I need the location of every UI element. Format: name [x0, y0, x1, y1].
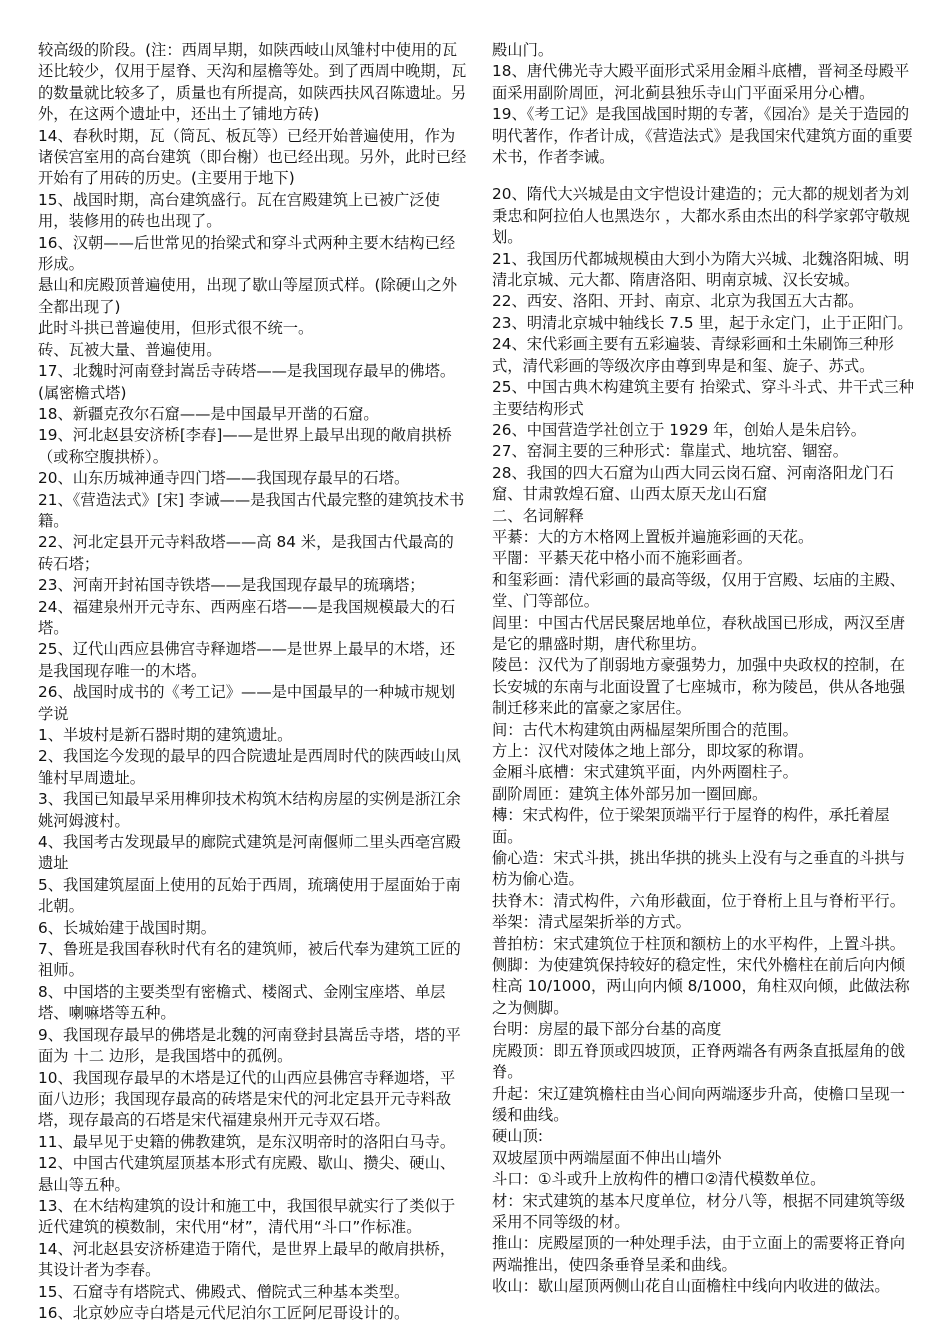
paragraph: 24、福建泉州开元寺东、西两座石塔——是我国规模最大的石塔。 — [38, 597, 456, 637]
paragraph: 槫：宋式构件，位于梁架顶端平行于屋脊的构件，承托着屋面。 — [492, 806, 890, 846]
paragraph: 5、我国建筑屋面上使用的瓦始于西周，琉璃使用于屋面始于南北朝。 — [38, 875, 461, 916]
paragraph: 6、长城始建于战国时期。 — [38, 918, 216, 937]
paragraph: 3、我国已知最早采用榫卯技术构筑木结构房屋的实例是浙江余姚河姆渡村。 — [38, 790, 461, 830]
paragraph: 8、中国塔的主要类型有密檐式、楼阁式、金刚宝座塔、单层塔、喇嘛塔等五种。 — [38, 982, 446, 1023]
paragraph: 22、西安、洛阳、开封、南京、北京为我国五大古都。 — [492, 292, 864, 311]
paragraph: 7、鲁班是我国春秋时代有名的建筑师，被后代奉为建筑工匠的祖师。 — [38, 940, 461, 980]
paragraph: 平闇：平綦天花中格小而不施彩画者。 — [492, 549, 753, 568]
paragraph: 普拍枋：宋式建筑位于柱顶和额枋上的水平构件，上置斗拱。 — [492, 934, 906, 953]
paragraph: 28、我国的四大石窟为山西大同云岗石窟、河南洛阳龙门石窟、甘肃敦煌石窟、山西太原天龙山石窟 — [492, 463, 894, 504]
paragraph: 19、《考工记》是我国战国时期的专著，《园冶》是关于造园的明代著作，作者计成，《营造法式》是我国宋代建筑方面的重要术书，作者李诫。 — [492, 105, 913, 167]
paragraph: 金厢斗底槽：宋式建筑平面，内外两圈柱子。 — [492, 763, 798, 782]
paragraph: 平綦：大的方木格网上置板并遍施彩画的天花。 — [492, 527, 814, 546]
paragraph: 4、我国考古发现最早的廊院式建筑是河南偃师二里头西亳宫殿遗址 — [38, 833, 461, 873]
paragraph: 21、我国历代都城规模由大到小为隋大兴城、北魏洛阳城、明清北京城、元大都、隋唐洛阳、明南京城、汉长安城。 — [492, 249, 910, 290]
paragraph: 2、我国迄今发现的最早的四合院遗址是西周时代的陕西岐山凤雏村早周遗址。 — [38, 747, 461, 787]
paragraph: 砖、瓦被大量、普遍使用。 — [38, 340, 222, 359]
paragraph: 9、我国现存最早的佛塔是北魏的河南登封县嵩岳寺塔，塔的平面为 十二 边形，是我国塔中的孤例。 — [38, 1025, 461, 1066]
paragraph: 16、汉朝——后世常见的抬梁式和穿斗式两种主要木结构已经形成。 — [38, 233, 456, 274]
left-column — [38, 40, 468, 1324]
paragraph: 26、中国营造学社创立于 1929 年，创始人是朱启钤。 — [492, 420, 867, 439]
paragraph-spacer — [492, 168, 917, 184]
paragraph: 27、窑洞主要的三种形式：靠崖式、地坑窑、锢窑。 — [492, 442, 848, 461]
paragraph: 12、中国古代建筑屋顶基本形式有庑殿、歇山、攒尖、硬山、悬山等五种。 — [38, 1154, 456, 1194]
paragraph: 此时斗拱已普遍使用，但形式很不统一。 — [38, 319, 314, 338]
paragraph: 1、半坡村是新石器时期的建筑遗址。 — [38, 726, 293, 744]
paragraph: 双坡屋顶中两端屋面不伸出山墙外 — [492, 1148, 722, 1167]
paragraph: 推山：庑殿屋顶的一种处理手法，由于立面上的需要将正脊向两端推出，使四条垂脊呈柔和曲线。 — [492, 1234, 906, 1274]
paragraph: 19、河北赵县安济桥[李春]——是世界上最早出现的敞肩拱桥（或称空腹拱桥）。 — [38, 426, 452, 466]
paragraph: 22、河北定县开元寺料敌塔——高 84 米，是我国古代最高的砖石塔； — [38, 533, 454, 573]
paragraph: 11、最早见于史籍的佛教建筑，是东汉明帝时的洛阳白马寺。 — [38, 1132, 456, 1151]
paragraph: 收山：歇山屋顶两侧山花自山面檐柱中线向内收进的做法。 — [492, 1277, 890, 1296]
paragraph: 台明：房屋的最下部分台基的高度 — [492, 1020, 722, 1039]
paragraph: 10、我国现存最早的木塔是辽代的山西应县佛宫寺释迦塔，平面八边形；我国现存最高的砖塔是宋代的河北定县开元寺料敌塔，现存最高的石塔是宋代福建泉州开元寺双石塔。 — [38, 1068, 456, 1130]
paragraph: 20、山东历城神通寺四门塔——我国现存最早的石塔。 — [38, 469, 410, 488]
right-column — [492, 40, 917, 1298]
paragraph: 悬山和庑殿顶普遍使用，出现了歇山等屋顶式样。(除硬山之外全都出现了) — [38, 276, 457, 316]
paragraph: 二、名词解释 — [492, 506, 584, 525]
paragraph: 庑殿顶：即五脊顶或四坡顶，正脊两端各有两条直抵屋角的戗脊。 — [492, 1041, 906, 1082]
paragraph: 偷心造：宋式斗拱，挑出华拱的挑头上没有与之垂直的斗拱与枋为偷心造。 — [492, 849, 906, 889]
paragraph: 殿山门。 — [492, 41, 554, 59]
paragraph: 举架：清式屋架折举的方式。 — [492, 913, 691, 932]
paragraph: 16、北京妙应寺白塔是元代尼泊尔工匠阿尼哥设计的。 — [38, 1303, 410, 1322]
paragraph: 扶脊木：清式构件，六角形截面，位于脊桁上且与脊桁平行。 — [492, 891, 906, 910]
paragraph: 闾里：中国古代居民聚居地单位，春秋战国已形成，两汉至唐是它的鼎盛时期，唐代称里坊。 — [492, 613, 906, 653]
paragraph: 方上：汉代对陵体之地上部分，即坟冢的称谓。 — [492, 742, 814, 760]
paragraph: 13、在木结构建筑的设计和施工中，我国很早就实行了类似于近代建筑的模数制，宋代用“材”，清代用“斗口”作标准。 — [38, 1196, 456, 1237]
paragraph: 25、中国古典木构建筑主要有 抬梁式、穿斗斗式、井干式三种主要结构形式 — [492, 378, 915, 418]
paragraph: 和玺彩画：清代彩画的最高等级，仅用于宫殿、坛庙的主殿、堂、门等部位。 — [492, 570, 906, 611]
paragraph: 较高级的阶段。(注：西周早期，如陕西岐山凤雏村中使用的瓦还比较少，仅用于屋脊、天沟和屋檐等处。到了西周中晚期，瓦的数量就比较多了，质量也有所提高，如陕西扶风召陈遗址。另外，在这两个遗址中，还出土了铺地方砖) — [38, 41, 467, 124]
paragraph: 斗口：①斗或升上放构件的槽口②清代模数单位。 — [492, 1170, 826, 1189]
paragraph: 21、《营造法式》[宋] 李诫——是我国古代最完整的建筑技术书籍。 — [38, 490, 465, 530]
paragraph: 23、明清北京城中轴线长 7.5 里，起于永定门，止于正阳门。 — [492, 313, 913, 332]
paragraph: 26、战国时成书的《考工记》——是中国最早的一种城市规划学说 — [38, 683, 456, 723]
paragraph: 副阶周匝：建筑主体外部另加一圈回廊。 — [492, 784, 768, 803]
paragraph: 18、新疆克孜尔石窟——是中国最早开凿的石窟。 — [38, 404, 379, 423]
paragraph: 间：古代木构建筑由两榀屋架所围合的范围。 — [492, 720, 798, 739]
paragraph: 14、春秋时期，瓦（筒瓦、板瓦等）已经开始普遍使用，作为诸侯宫室用的高台建筑（即台榭）也已经出现。另外，此时已经开始有了用砖的历史。(主要用于地下) — [38, 126, 467, 188]
paragraph: 24、宋代彩画主要有五彩遍装、青绿彩画和土朱刷饰三种形式，清代彩画的等级次序由尊到卑是和玺、旋子、苏式。 — [492, 335, 894, 375]
paragraph: 14、河北赵县安济桥建造于隋代，是世界上最早的敞肩拱桥，其设计者为李春。 — [38, 1239, 456, 1280]
paragraph: 陵邑：汉代为了削弱地方豪强势力，加强中央政权的控制，在长安城的东南与北面设置了七座城市，称为陵邑，供从各地强制迁移来此的富豪之家居住。 — [492, 656, 906, 718]
paragraph: 23、河南开封祐国寺铁塔——是我国现存最早的琉璃塔； — [38, 576, 425, 595]
paragraph: 侧脚：为使建筑保持较好的稳定性，宋代外檐柱在前后向内倾柱高 10/1000，两山向内倾 8/1000，角柱双向倾，此做法称之为侧脚。 — [492, 956, 910, 1017]
paragraph: 25、辽代山西应县佛宫寺释迦塔——是世界上最早的木塔，还是我国现存唯一的木塔。 — [38, 640, 456, 680]
paragraph: 15、战国时期，高台建筑盛行。瓦在宫殿建筑上已被广泛使用，装修用的砖也出现了。 — [38, 190, 440, 231]
paragraph: 升起：宋辽建筑檐柱由当心间向两端逐步升高，使檐口呈现一缓和曲线。 — [492, 1084, 906, 1124]
paragraph: 硬山顶: — [492, 1127, 544, 1146]
paragraph: 材：宋式建筑的基本尺度单位，材分八等，根据不同建筑等级采用不同等级的材。 — [492, 1191, 906, 1231]
paragraph: 15、石窟寺有塔院式、佛殿式、僧院式三种基本类型。 — [38, 1282, 410, 1301]
paragraph: 17、北魏时河南登封嵩岳寺砖塔——是我国现存最早的佛塔。(属密檐式塔) — [38, 362, 456, 402]
paragraph: 18、唐代佛光寺大殿平面形式采用金厢斗底槽，晋祠圣母殿平面采用副阶周匝，河北蓟县独乐寺山门平面采用分心槽。 — [492, 62, 910, 102]
paragraph: 20、隋代大兴城是由文宇恺设计建造的；元大都的规划者为刘秉忠和阿拉伯人也黑迭尔 ，大都水系由杰出的科学家郭守敬规划。 — [492, 185, 910, 247]
